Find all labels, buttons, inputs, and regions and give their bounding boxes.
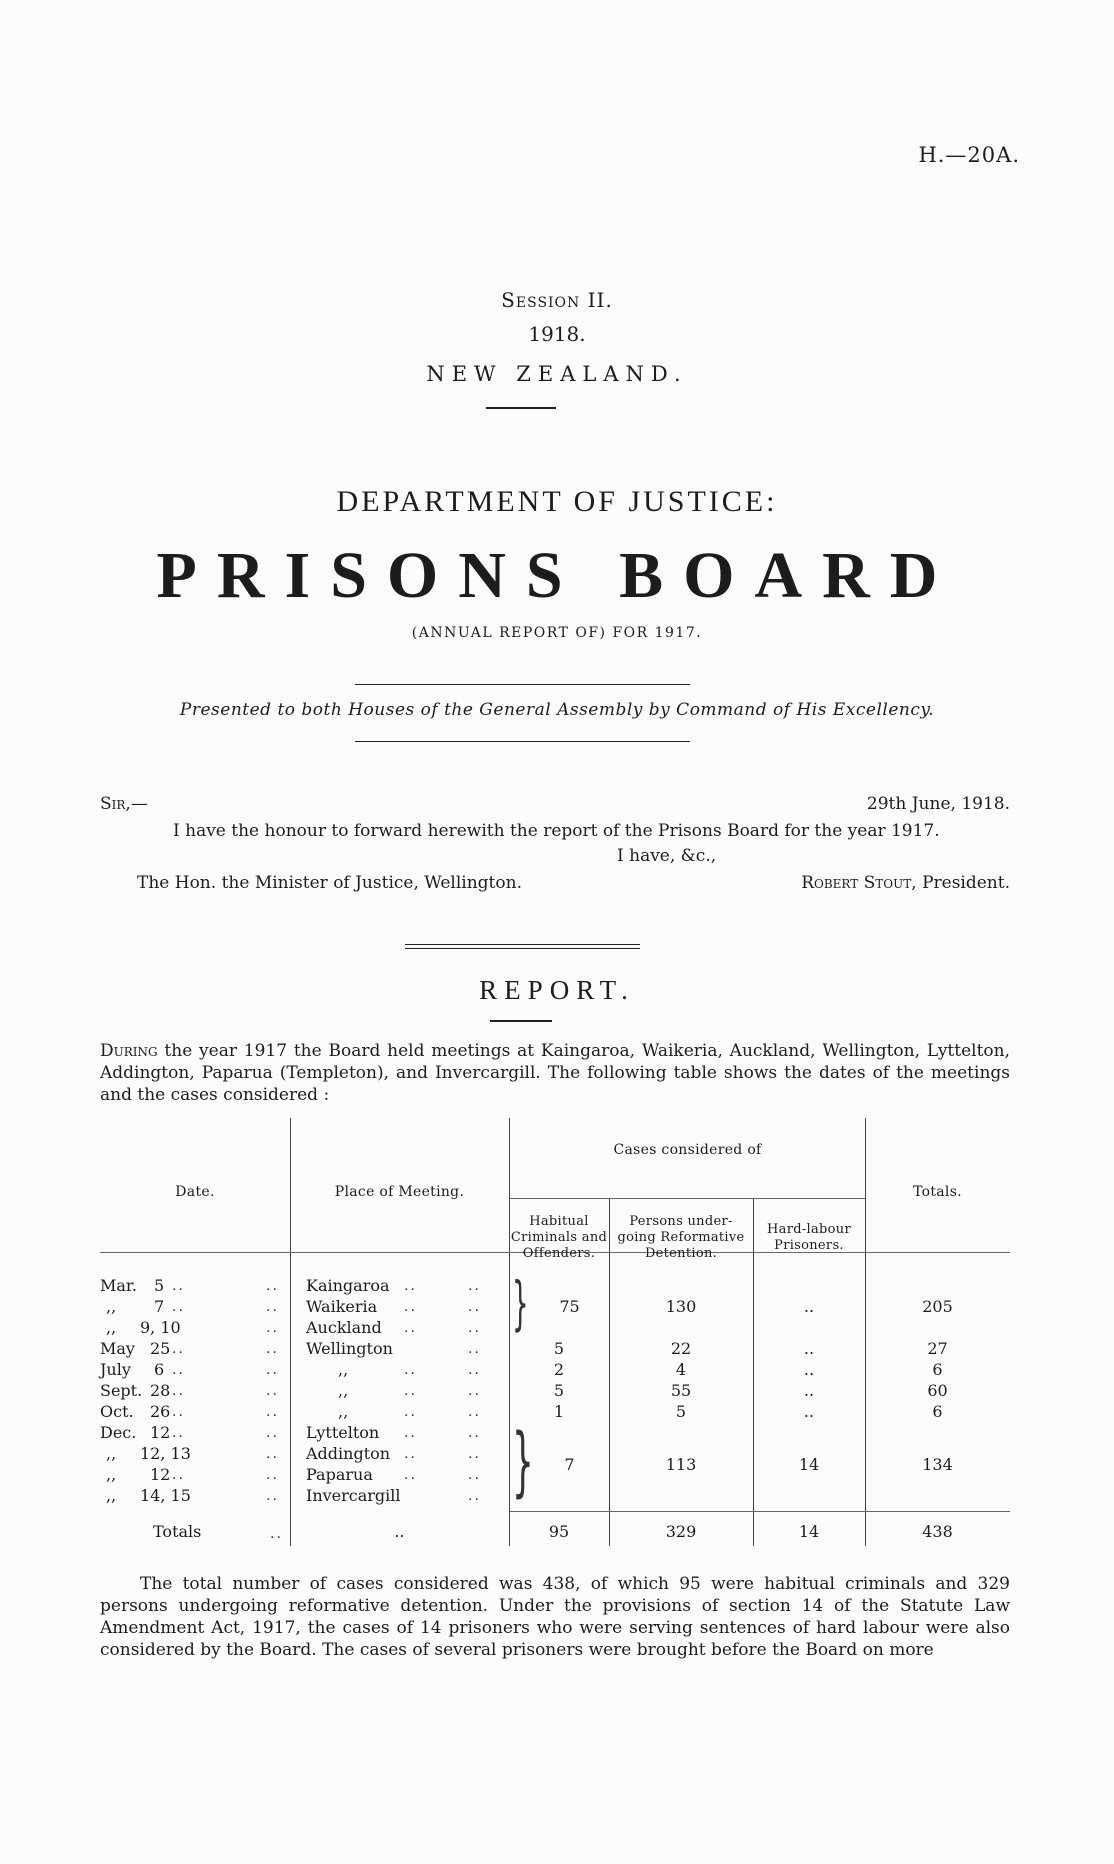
header-reformative-line: Detention. [644, 1246, 718, 1261]
leader-dots: .. [172, 1383, 185, 1399]
row-place: Addington [306, 1444, 391, 1463]
header-hard-labour-line: Prisoners. [774, 1238, 844, 1253]
divider [355, 741, 690, 742]
group-b-habitual: 7 [564, 1455, 575, 1474]
group-header-rule [510, 1198, 865, 1199]
header-habitual-line: Habitual [529, 1214, 589, 1229]
row-month: Dec. [100, 1423, 137, 1442]
session-label: Session II. [501, 288, 613, 312]
header-place: Place of Meeting. [334, 1184, 465, 1200]
country-title: NEW ZEALAND. [426, 362, 688, 386]
leader-dots: .. [266, 1383, 279, 1399]
document-reference: H.—20A. [918, 143, 1020, 167]
signature [690, 873, 1010, 893]
signature-name: Robert Stout [801, 873, 912, 893]
row-habitual: 5 [553, 1381, 565, 1400]
leader-dots: .. [172, 1404, 185, 1420]
leader-dots: .. [172, 1467, 185, 1483]
leader-dots: .. [266, 1278, 279, 1294]
row-place: Lyttelton [306, 1423, 380, 1442]
row-day: 12, 13 [140, 1444, 191, 1463]
closing-paragraph: The total number of cases considered was 438, of which 95 were habitual criminals and 329 persons undergoing reformative detention. Under the provisions of section 14 of the Statute Law Amendment Act, 1917, the cases of 14 prisoners who were serving sentences of hard labour were also considered by the Board. The cases of several prisoners were brought before the Board on more [100, 1574, 1010, 1660]
leader-dots: .. [266, 1320, 279, 1336]
row-month: ,, [106, 1486, 117, 1505]
row-total: 27 [927, 1339, 948, 1358]
signature-title: , President. [911, 873, 1010, 893]
group-a-hard-labour: .. [803, 1297, 815, 1316]
group-a-reformative: 130 [665, 1297, 697, 1316]
leader-dots: .. [172, 1425, 185, 1441]
leader-dots: .. [266, 1488, 279, 1504]
board-title: PRISONS BOARD [156, 539, 958, 612]
header-habitual-line: Offenders. [522, 1246, 596, 1261]
group-a-habitual: 75 [559, 1297, 580, 1316]
row-hard-labour: .. [803, 1339, 815, 1358]
row-total: 6 [932, 1402, 943, 1421]
report-heading: REPORT. [479, 975, 635, 1005]
row-day: 7 [154, 1297, 165, 1316]
leader-dots: .. [404, 1467, 417, 1483]
row-reformative: 5 [675, 1402, 687, 1421]
row-habitual: 2 [553, 1360, 565, 1379]
double-rule-top [405, 944, 640, 945]
row-reformative: 55 [670, 1381, 692, 1400]
row-hard-labour: .. [803, 1402, 815, 1421]
header-reformative-line: going Reformative [617, 1230, 745, 1245]
row-total: 60 [927, 1381, 948, 1400]
row-place: Waikeria [306, 1297, 378, 1316]
totals-place: .. [394, 1522, 405, 1541]
header-hard-labour-line: Hard-labour [767, 1222, 851, 1237]
leader-dots: .. [468, 1299, 481, 1315]
leader-dots: .. [172, 1341, 185, 1357]
totals-reformative: 329 [665, 1522, 697, 1541]
leader-dots: .. [468, 1467, 481, 1483]
totals-hard-labour: 14 [798, 1522, 820, 1541]
row-day: 14, 15 [140, 1486, 191, 1505]
row-month: July [100, 1360, 131, 1379]
group-b-total: 134 [922, 1455, 953, 1474]
row-day: 12 [150, 1423, 171, 1442]
leader-dots: .. [266, 1341, 279, 1357]
session-year: 1918. [528, 322, 586, 346]
leader-dots: .. [404, 1299, 417, 1315]
letter-body: I have the honour to forward herewith the report of the Prisons Board for the year 1917. [173, 821, 940, 841]
leader-dots: .. [404, 1278, 417, 1294]
leader-dots: .. [266, 1362, 279, 1378]
leader-dots: .. [404, 1404, 417, 1420]
leader-dots: .. [468, 1425, 481, 1441]
meetings-table [100, 1118, 1010, 1552]
header-reformative [609, 1214, 753, 1262]
header-habitual [509, 1214, 609, 1262]
intro-text: the year 1917 the Board held meetings at Kaingaroa, Waikeria, Auckland, Wellington, Lyttelton, Addington, Paparua (Templeton), and Invercargill. The following table shows the dates of the meetings and the cases considered : [100, 1041, 1010, 1105]
divider [490, 1020, 552, 1022]
group-b-hard-labour: 14 [798, 1455, 820, 1474]
totals-total: 438 [922, 1522, 953, 1541]
leader-dots: .. [404, 1362, 417, 1378]
column-divider [865, 1118, 866, 1546]
column-divider [290, 1118, 291, 1546]
leader-dots: .. [266, 1467, 279, 1483]
row-place: Kaingaroa [306, 1276, 390, 1295]
row-day: 25 [150, 1339, 171, 1358]
totals-rule [510, 1511, 1010, 1512]
brace-group-a: } [512, 1269, 529, 1337]
row-month: ,, [106, 1465, 117, 1484]
row-place: ,, [338, 1402, 349, 1421]
row-reformative: 4 [675, 1360, 687, 1379]
header-reformative-line: Persons under- [629, 1214, 733, 1229]
leader-dots: .. [266, 1446, 279, 1462]
row-day: 12 [150, 1465, 171, 1484]
row-month: ,, [106, 1318, 117, 1337]
row-month: May [100, 1339, 135, 1358]
header-hard-labour [753, 1222, 865, 1254]
leader-dots: .. [404, 1320, 417, 1336]
leader-dots: .. [404, 1446, 417, 1462]
row-place: ,, [338, 1381, 349, 1400]
leader-dots: .. [270, 1526, 283, 1542]
leader-dots: .. [266, 1425, 279, 1441]
leader-dots: .. [468, 1488, 481, 1504]
row-place: ,, [338, 1360, 349, 1379]
row-place: Invercargill [306, 1486, 401, 1505]
report-subtitle: (ANNUAL REPORT OF) FOR 1917. [411, 625, 703, 641]
leader-dots: .. [468, 1446, 481, 1462]
row-month: ,, [106, 1297, 117, 1316]
header-totals: Totals. [913, 1184, 962, 1200]
intro-lead-word: During [100, 1041, 158, 1061]
leader-dots: .. [266, 1404, 279, 1420]
row-place: Wellington [306, 1339, 393, 1358]
leader-dots: .. [172, 1278, 185, 1294]
leader-dots: .. [468, 1320, 481, 1336]
leader-dots: .. [404, 1383, 417, 1399]
row-day: 26 [150, 1402, 171, 1421]
header-cases-group: Cases considered of [613, 1142, 762, 1158]
row-month: Mar. [100, 1276, 137, 1295]
row-place: Auckland [306, 1318, 382, 1337]
totals-label: Totals [153, 1522, 202, 1541]
leader-dots: .. [172, 1362, 185, 1378]
header-date: Date. [175, 1184, 215, 1200]
group-a-total: 205 [922, 1297, 953, 1316]
row-month: Sept. [100, 1381, 143, 1400]
brace-group-b: } [512, 1416, 534, 1505]
leader-dots: .. [172, 1299, 185, 1315]
leader-dots: .. [468, 1362, 481, 1378]
row-place: Paparua [306, 1465, 373, 1484]
group-b-reformative: 113 [665, 1455, 697, 1474]
presented-line: Presented to both Houses of the General Assembly by Command of His Excellency. [179, 700, 935, 720]
leader-dots: .. [404, 1425, 417, 1441]
leader-dots: .. [266, 1299, 279, 1315]
letter-date: 29th June, 1918. [866, 794, 1010, 814]
row-day: 28 [150, 1381, 171, 1400]
salutation: Sir,— [100, 794, 148, 814]
divider [486, 407, 556, 409]
header-habitual-line: Criminals and [510, 1230, 608, 1245]
row-habitual: 1 [553, 1402, 565, 1421]
row-hard-labour: .. [803, 1360, 815, 1379]
column-divider [509, 1118, 510, 1546]
row-hard-labour: .. [803, 1381, 815, 1400]
row-total: 6 [932, 1360, 943, 1379]
row-day: 9, 10 [140, 1318, 181, 1337]
addressee: The Hon. the Minister of Justice, Wellington. [137, 873, 522, 893]
leader-dots: .. [468, 1404, 481, 1420]
leader-dots: .. [468, 1278, 481, 1294]
totals-habitual: 95 [548, 1522, 570, 1541]
department-title: DEPARTMENT OF JUSTICE: [336, 485, 778, 518]
row-habitual: 5 [553, 1339, 565, 1358]
intro-paragraph [100, 1040, 1010, 1106]
row-day: 6 [154, 1360, 165, 1379]
row-reformative: 22 [670, 1339, 692, 1358]
row-month: Oct. [100, 1402, 134, 1421]
double-rule-bottom [405, 948, 640, 949]
divider [355, 684, 690, 685]
leader-dots: .. [468, 1383, 481, 1399]
leader-dots: .. [468, 1341, 481, 1357]
letter-closing: I have, &c., [617, 846, 717, 866]
row-month: ,, [106, 1444, 117, 1463]
row-day: 5 [154, 1276, 165, 1295]
